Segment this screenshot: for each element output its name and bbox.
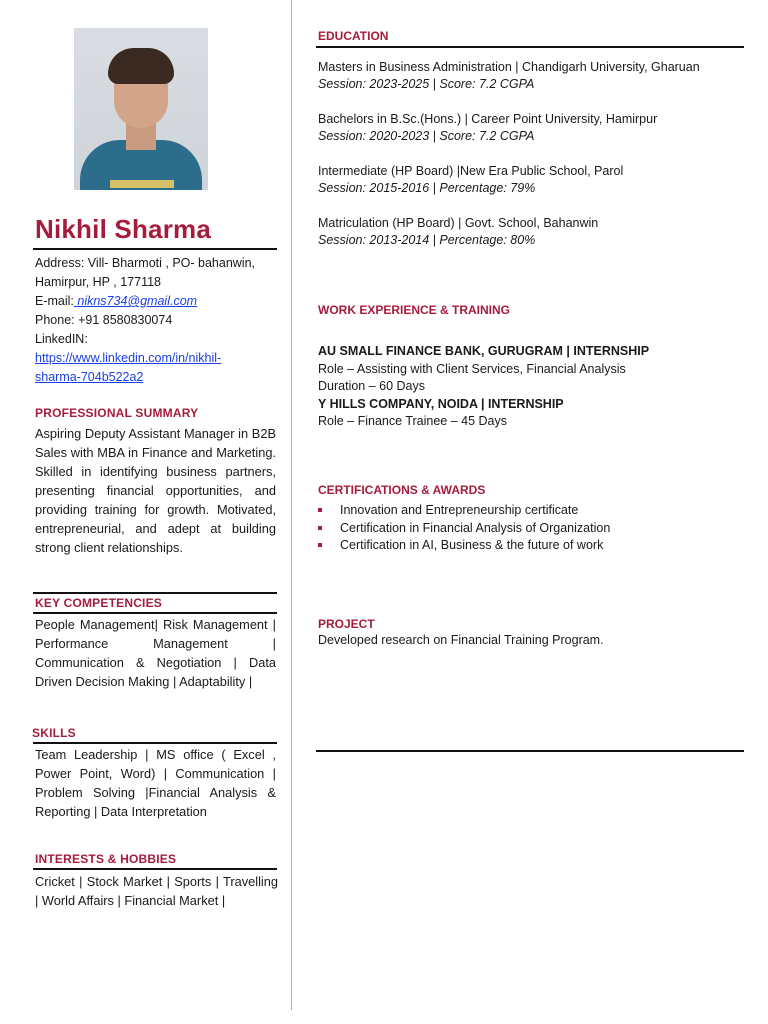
competencies-heading: KEY COMPETENCIES — [35, 596, 163, 610]
project-heading: PROJECT — [318, 617, 375, 631]
interests-rule — [33, 868, 277, 870]
bullet-icon — [318, 508, 322, 512]
work-heading: WORK EXPERIENCE & TRAINING — [318, 303, 511, 317]
summary-heading: PROFESSIONAL SUMMARY — [35, 406, 199, 420]
education-heading: EDUCATION — [318, 29, 389, 43]
education-item — [318, 59, 700, 93]
address-line-1: Address: Vill- Bharmoti , PO- bahanwin, — [35, 256, 256, 270]
skills-rule — [33, 742, 277, 744]
certifications-heading: CERTIFICATIONS & AWARDS — [318, 483, 486, 497]
certifications-list — [318, 502, 610, 555]
email-label: E-mail: — [35, 294, 74, 308]
education-item — [318, 111, 657, 145]
candidate-name: Nikhil Sharma — [35, 214, 211, 244]
education-detail: Session: 2020-2023 | Score: 7.2 CGPA — [318, 129, 535, 143]
project-text: Developed research on Financial Training Program. — [318, 633, 604, 647]
column-divider — [291, 0, 292, 1010]
job-2-heading: Y HILLS COMPANY, NOIDA | INTERNSHIP — [318, 396, 564, 411]
competencies-top-rule — [33, 592, 277, 594]
phone: Phone: +91 8580830074 — [35, 313, 173, 327]
bullet-icon — [318, 543, 322, 547]
competencies-bottom-rule — [33, 612, 277, 614]
interests-text: Cricket | Stock Market | Sports | Travelling | World Affairs | Financial Market | — [35, 874, 278, 908]
education-detail: Session: 2013-2014 | Percentage: 80% — [318, 233, 536, 247]
linkedin-label: LinkedIN: — [35, 332, 88, 346]
bullet-icon — [318, 526, 322, 530]
competencies-text: People Management| Risk Management | Performance Management | Communication & Negotiation | Data Driven Decision Making | Adaptability | — [35, 617, 276, 689]
education-detail: Session: 2023-2025 | Score: 7.2 CGPA — [318, 77, 535, 91]
email-link[interactable]: nikns734@gmail.com — [73, 294, 198, 308]
address-line-2: Hamirpur, HP , 177118 — [35, 275, 161, 289]
job-2-role: Role – Finance Trainee – 45 Days — [318, 414, 507, 428]
list-item: Certification in Financial Analysis of Organization — [318, 520, 610, 538]
work-block — [318, 343, 649, 431]
skills-heading: SKILLS — [32, 726, 76, 740]
education-line: Masters in Business Administration | Chandigarh University, Gharuan — [318, 60, 700, 74]
list-item: Certification in AI, Business & the future of work — [318, 537, 610, 555]
email-row — [35, 292, 280, 311]
linkedin-link[interactable]: https://www.linkedin.com/in/nikhil- sharma-704b522a2 — [35, 351, 222, 384]
skills-text: Team Leadership | MS office ( Excel , Power Point, Word) | Communication | Problem Solving |Financial Analysis & Reporting | Data Interpretation — [35, 747, 276, 819]
education-item — [318, 163, 623, 197]
education-rule — [316, 46, 744, 48]
list-item: Innovation and Entrepreneurship certificate — [318, 502, 610, 520]
job-1-heading: AU SMALL FINANCE BANK, GURUGRAM | INTERNSHIP — [318, 344, 650, 358]
education-line: Intermediate (HP Board) |New Era Public School, Parol — [318, 164, 624, 178]
name-underline — [33, 248, 277, 250]
job-1-duration: Duration – 60 Days — [318, 379, 426, 393]
interests-heading: INTERESTS & HOBBIES — [35, 852, 177, 866]
summary-text: Aspiring Deputy Assistant Manager in B2B Sales with MBA in Finance and Marketing. Skilled in identifying business partners, presenting financial opportunities, and providing training for growth. Motivated, entrepreneurial, and adept at building strong client relationships. — [35, 426, 276, 555]
education-detail: Session: 2015-2016 | Percentage: 79% — [318, 181, 536, 195]
linkedin-link-block — [35, 349, 280, 387]
education-line: Matriculation (HP Board) | Govt. School, Bahanwin — [318, 216, 599, 230]
education-item — [318, 215, 598, 249]
job-1-role: Role – Assisting with Client Services, Financial Analysis — [318, 361, 626, 376]
profile-photo — [74, 28, 208, 190]
bottom-rule — [316, 750, 744, 752]
education-line: Bachelors in B.Sc.(Hons.) | Career Point University, Hamirpur — [318, 112, 658, 126]
contact-block — [35, 254, 280, 387]
